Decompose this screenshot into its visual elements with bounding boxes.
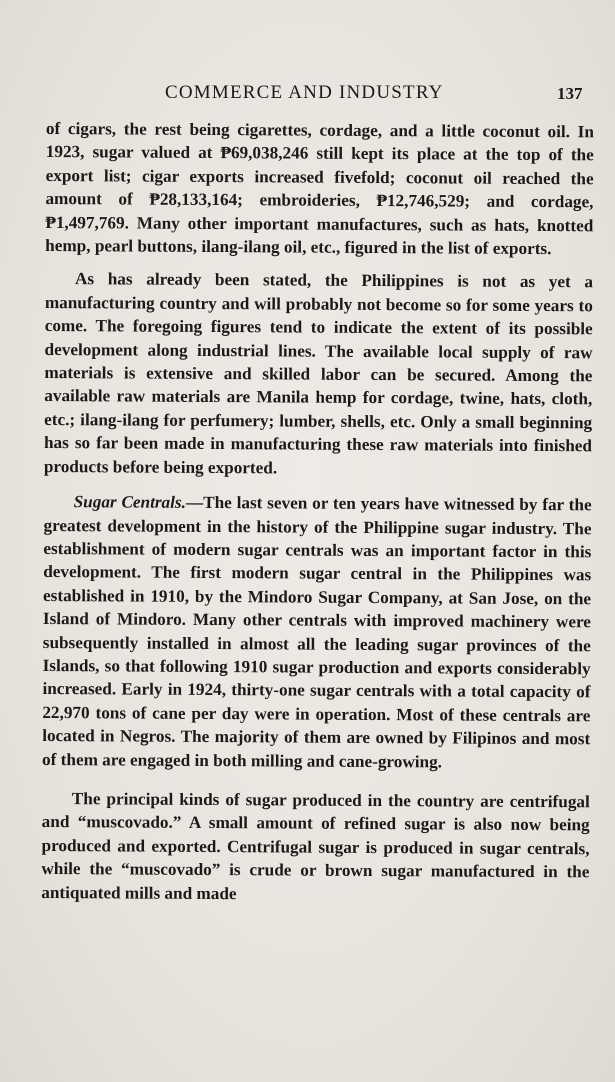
section-heading-sugar-centrals: Sugar Centrals.	[73, 492, 187, 512]
paragraph-sugar-centrals-text: —The last seven or ten years have witnessed by far the greatest development in the history of the Philippine sugar industry. The establishment of modern sugar centrals was an important factor in this development. The first modern sugar central in the Philippines was established in 1910, by the Mindoro Sugar Company, at San Jose, on the Island of Mindoro. Many other centrals with improved machinery were subsequently installed in almost all the leading sugar provinces of the Islands, so that following 1910 sugar production and exports considerably increased. Early in 1924, thirty-one sugar centrals with a total capacity of 22,970 tons of cane per day were in operation. Most of these centrals are located in Negros. The majority of them are owned by Filipinos and most of them are engaged in both milling and cane-growing.	[42, 492, 592, 771]
running-head	[0, 82, 615, 108]
running-head-title: COMMERCE AND INDUSTRY	[165, 82, 444, 103]
paragraph-manufacturing: As has already been stated, the Philippines is not as yet a manufacturing country and will probably not become so for some years to come. The foregoing figures tend to indicate the extent of its possible development along industrial lines. The available local supply of raw materials is extensive and skilled labor can be secured. Among the available raw materials are Manila hemp for cordage, twine, hats, cloth, etc.; ilang-ilang for perfumery; lumber, shells, etc. Only a small beginning has so far been made in manufacturing these raw materials into finished products before being exported.	[43, 269, 594, 478]
page-number: 137	[557, 84, 583, 103]
paragraph-exports-continued: of cigars, the rest being cigarettes, cordage, and a little coconut oil. In 1923, sugar valued at ₱69,038,246 still kept its place at the top of the export list; cigar exports increased fivefold; coconut oil reached the amount of ₱28,133,164; embroideries, ₱12,746,529; and cordage, ₱1,497,769. Many other important manufactures, such as hats, knotted hemp, pearl buttons, ilang-ilang oil, etc., figured in the list of exports.	[45, 118, 594, 259]
paragraph-sugar-centrals	[42, 490, 592, 774]
paragraph-kinds-of-sugar: The principal kinds of sugar produced in the country are centrifugal and “muscovado.” A small amount of refined sugar is also now being produced and exported. Centrifugal sugar is produced in sugar centrals, while the “muscovado” is crude or brown sugar manufactured in the antiquated mills and made	[41, 789, 590, 903]
body-text	[41, 117, 594, 907]
